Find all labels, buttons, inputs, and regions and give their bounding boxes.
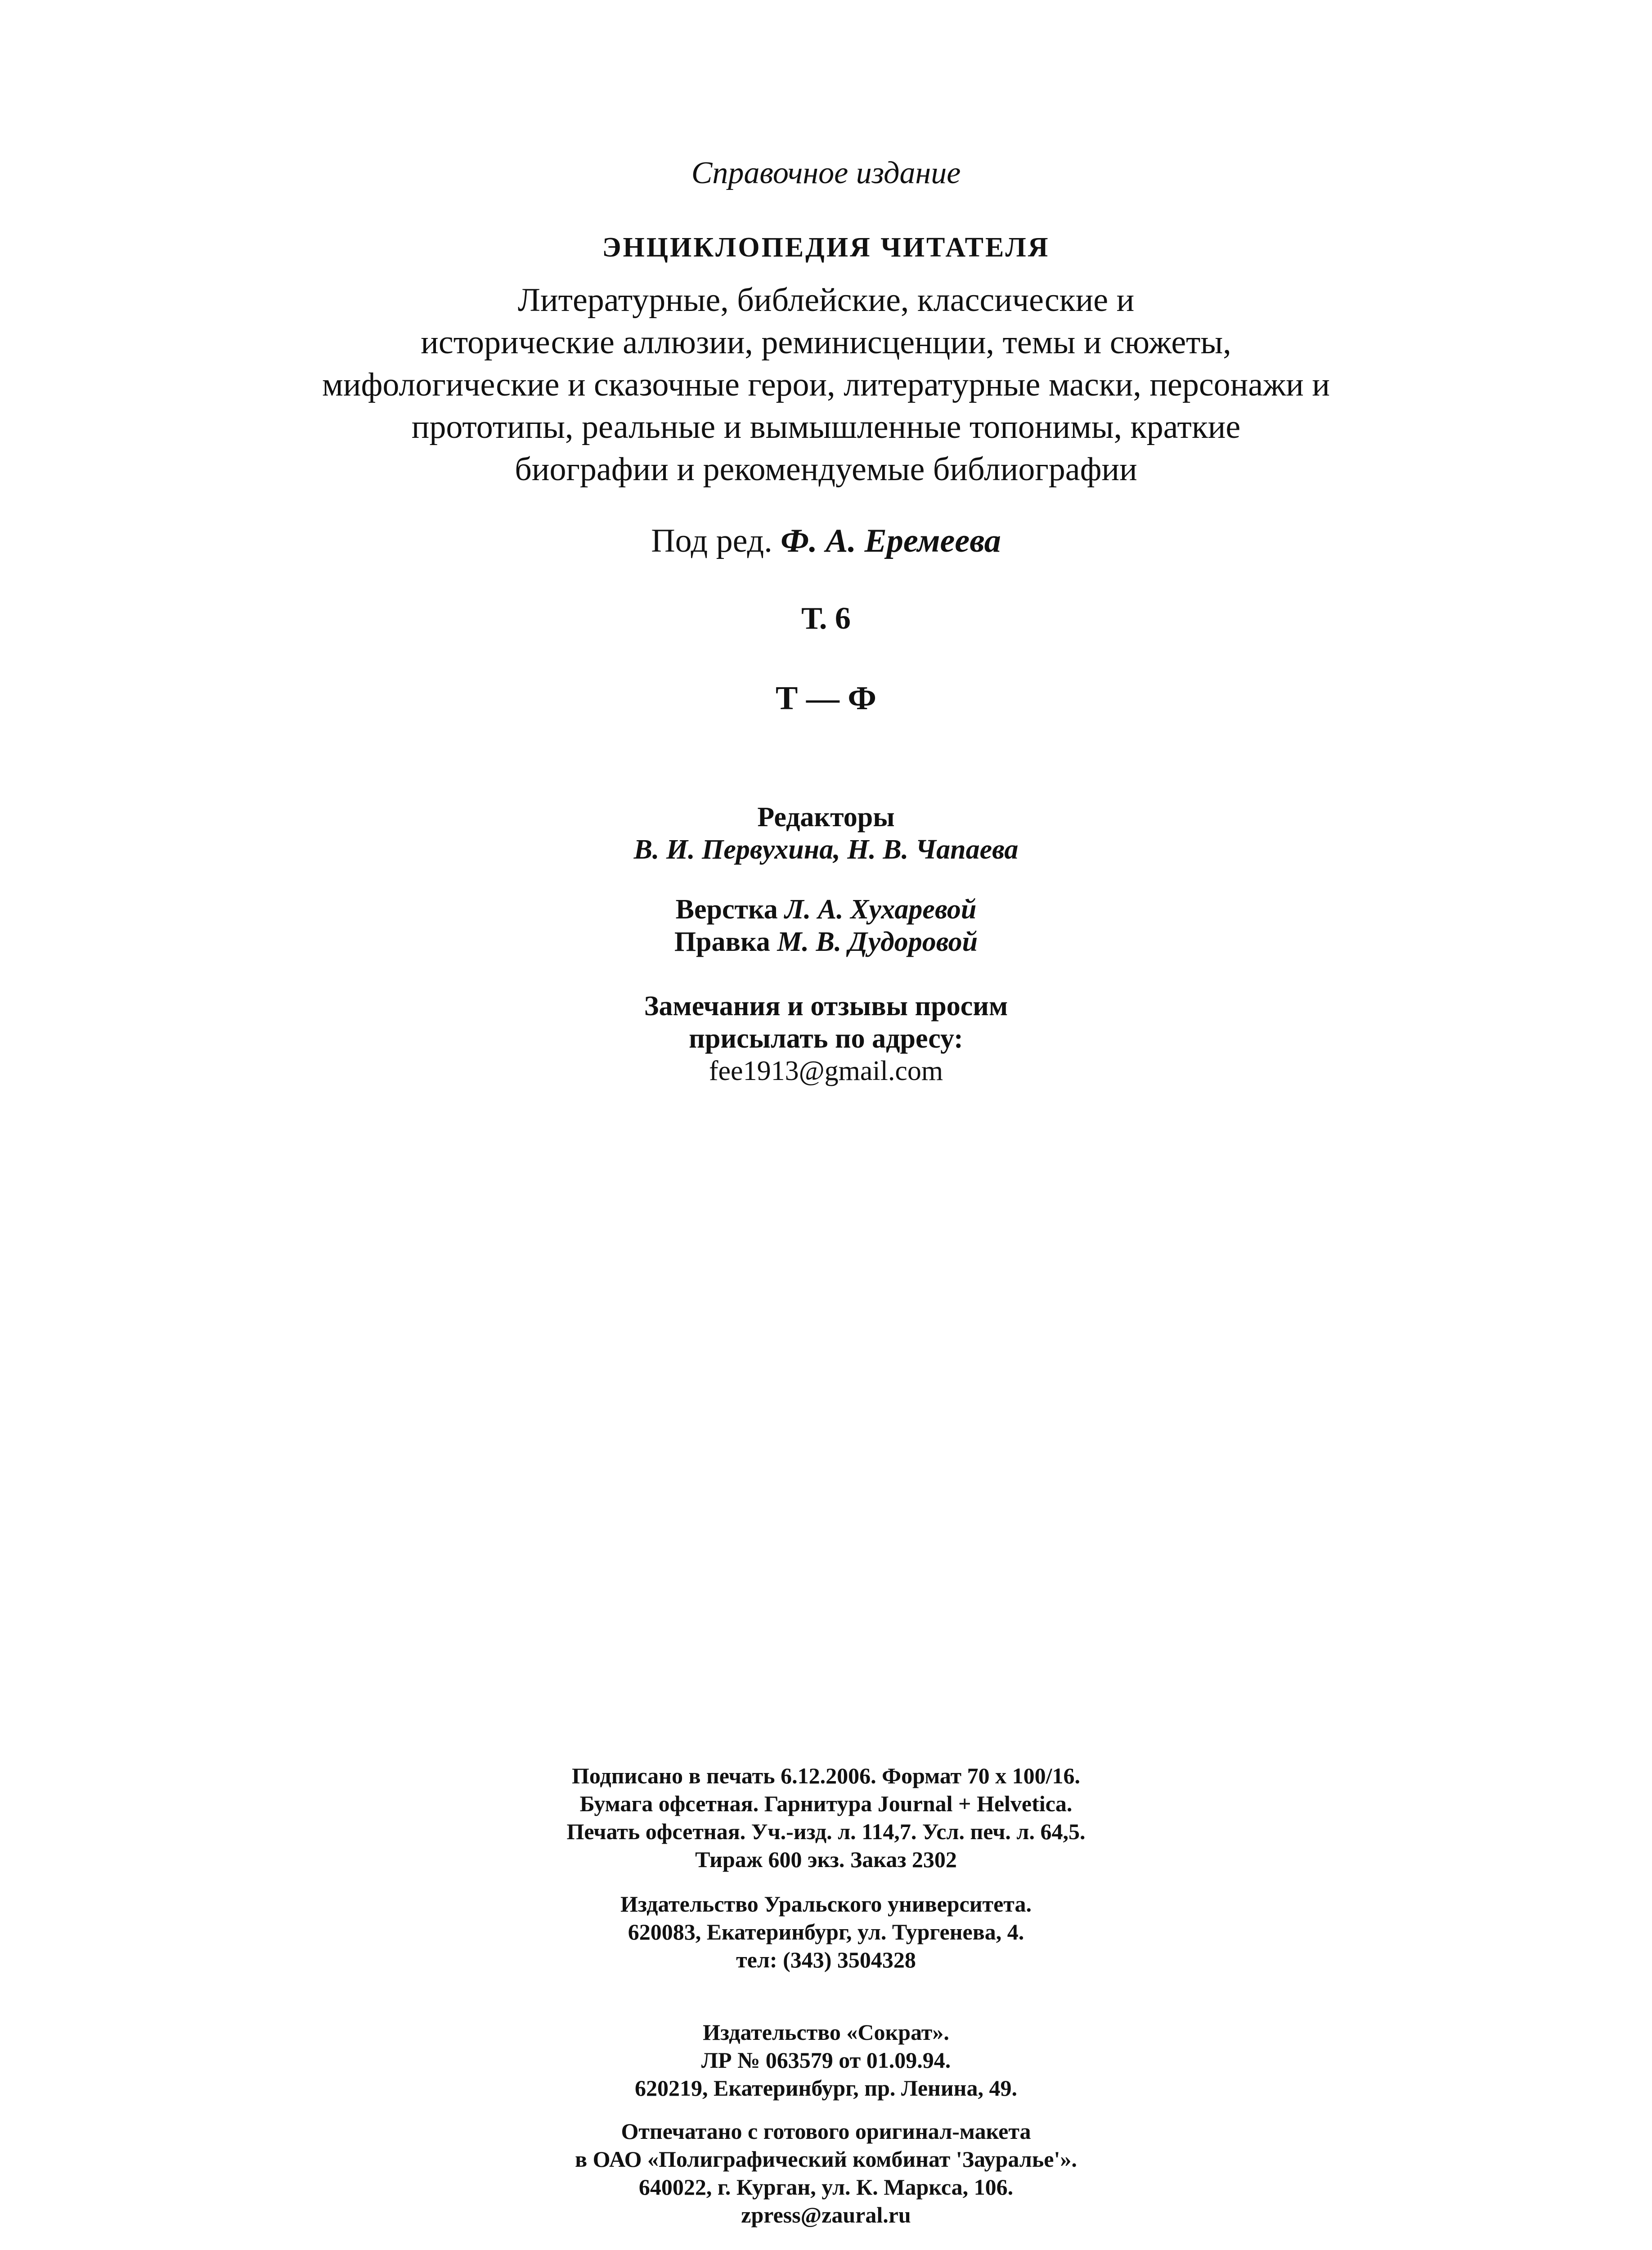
imprint-line: Бумага офсетная. Гарнитура Journal + Helvetica. bbox=[579, 1791, 1073, 1816]
editor-line bbox=[0, 520, 1652, 562]
imprint-line: Отпечатано с готового оригинал-макета bbox=[621, 2119, 1031, 2144]
subtitle-line: исторические аллюзии, реминисценции, темы и сюжеты, bbox=[421, 324, 1231, 361]
imprint-line: Подписано в печать 6.12.2006. Формат 70 x 100/16. bbox=[571, 1763, 1080, 1788]
remarks-line: Замечания и отзывы просим bbox=[644, 991, 1008, 1022]
subtitle-line: Литературные, библейские, классические и bbox=[517, 282, 1135, 319]
letter-range: Т — Ф bbox=[776, 680, 876, 717]
editors-label: Редакторы bbox=[757, 802, 895, 832]
editor-prefix: Под ред. bbox=[651, 522, 781, 559]
imprint-line: 620219, Екатеринбург, пр. Ленина, 49. bbox=[635, 2075, 1017, 2101]
volume-number: Т. 6 bbox=[801, 601, 851, 636]
subtitle-line: прототипы, реальные и вымышленные топонимы, краткие bbox=[411, 409, 1241, 446]
remarks-block bbox=[0, 990, 1652, 1087]
layout-proofreading-block bbox=[0, 893, 1652, 958]
imprint-line: zpress@zaural.ru bbox=[741, 2202, 911, 2228]
imprint-publisher-ural bbox=[0, 1890, 1652, 1974]
layout-name: Л. А. Хухаревой bbox=[785, 894, 977, 925]
imprint-line: Издательство Уральского университета. bbox=[620, 1891, 1032, 1917]
imprint-publisher-sokrat bbox=[0, 2018, 1652, 2102]
subtitle-line: мифологические и сказочные герои, литературные маски, персонажи и bbox=[322, 366, 1330, 403]
proofreading-role: Правка bbox=[674, 927, 777, 957]
layout-credit bbox=[0, 893, 1652, 926]
imprint-print-details bbox=[0, 1762, 1652, 1873]
remarks-email: fee1913@gmail.com bbox=[709, 1056, 943, 1086]
imprint-line: 620083, Екатеринбург, ул. Тургенева, 4. bbox=[628, 1919, 1024, 1944]
imprint-line: Тираж 600 экз. Заказ 2302 bbox=[695, 1847, 957, 1872]
subtitle-line: биографии и рекомендуемые библиографии bbox=[515, 451, 1137, 488]
imprint-printer bbox=[0, 2117, 1652, 2229]
publication-genre: Справочное издание bbox=[691, 156, 961, 190]
book-subtitle bbox=[0, 279, 1652, 490]
proofreading-credit bbox=[0, 926, 1652, 958]
remarks-line: присылать по адресу: bbox=[689, 1023, 963, 1054]
editor-name: Ф. А. Еремеева bbox=[781, 522, 1001, 559]
imprint-line: Издательство «Сократ». bbox=[703, 2020, 949, 2045]
imprint-line: Печать офсетная. Уч.-изд. л. 114,7. Усл. печ. л. 64,5. bbox=[566, 1819, 1086, 1844]
imprint-line: тел: (343) 3504328 bbox=[736, 1947, 916, 1972]
layout-role: Верстка bbox=[675, 894, 785, 925]
imprint-line: 640022, г. Курган, ул. К. Маркса, 106. bbox=[638, 2174, 1014, 2200]
proofreading-name: М. В. Дудоровой bbox=[777, 927, 978, 957]
imprint-line: в ОАО «Полиграфический комбинат 'Зауралье'». bbox=[575, 2146, 1077, 2172]
imprint-line: ЛР № 063579 от 01.09.94. bbox=[701, 2048, 951, 2073]
book-title: ЭНЦИКЛОПЕДИЯ ЧИТАТЕЛЯ bbox=[602, 232, 1050, 263]
editors-block bbox=[0, 801, 1652, 866]
editors-names: В. И. Первухина, Н. В. Чапаева bbox=[633, 834, 1019, 865]
